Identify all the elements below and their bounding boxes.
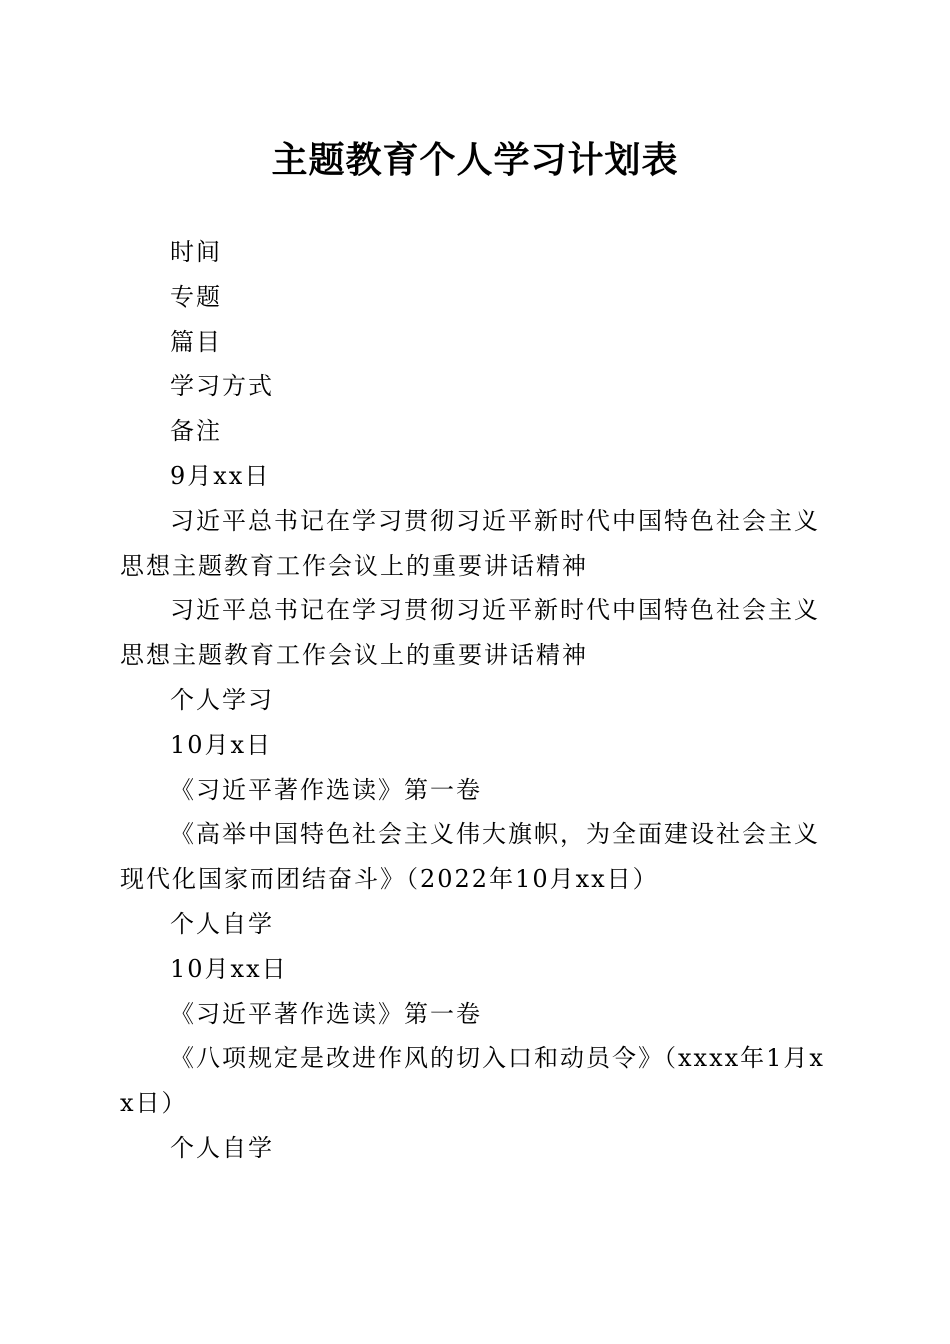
paragraph-chapter: 《八项规定是改进作风的切入口和动员令》（xxxx年1月xx日） (120, 1044, 825, 1118)
document-title: 主题教育个人学习计划表 (271, 139, 679, 181)
paragraph-topic: 习近平总书记在学习贯彻习近平新时代中国特色社会主义思想主题教育工作会议上的重要讲话精神 (120, 506, 820, 580)
paragraph-time-header: 时间 (170, 238, 222, 266)
paragraph-topic: 《习近平著作选读》第一卷 (170, 999, 482, 1028)
paragraph-topic: 《习近平著作选读》第一卷 (170, 775, 482, 804)
paragraph-chapter-header: 篇目 (170, 327, 222, 356)
paragraph-method: 个人学习 (170, 685, 274, 714)
paragraph-method: 个人自学 (170, 909, 274, 938)
paragraph-date: 10月x日 (170, 730, 273, 759)
paragraph-date: 10月xx日 (170, 954, 288, 983)
paragraph-chapter: 《高举中国特色社会主义伟大旗帜，为全面建设社会主义现代化国家而团结奋斗》（2022年10月xx日） (120, 820, 820, 894)
document-body (120, 230, 825, 1171)
paragraph-method-header: 学习方式 (170, 372, 274, 401)
paragraph-date: 9月xx日 (170, 461, 271, 490)
paragraph-method: 个人自学 (170, 1133, 274, 1162)
paragraph-remarks-header: 备注 (170, 417, 222, 446)
paragraph-topic-header: 专题 (170, 282, 222, 311)
paragraph-chapter: 习近平总书记在学习贯彻习近平新时代中国特色社会主义思想主题教育工作会议上的重要讲话精神 (120, 596, 820, 670)
